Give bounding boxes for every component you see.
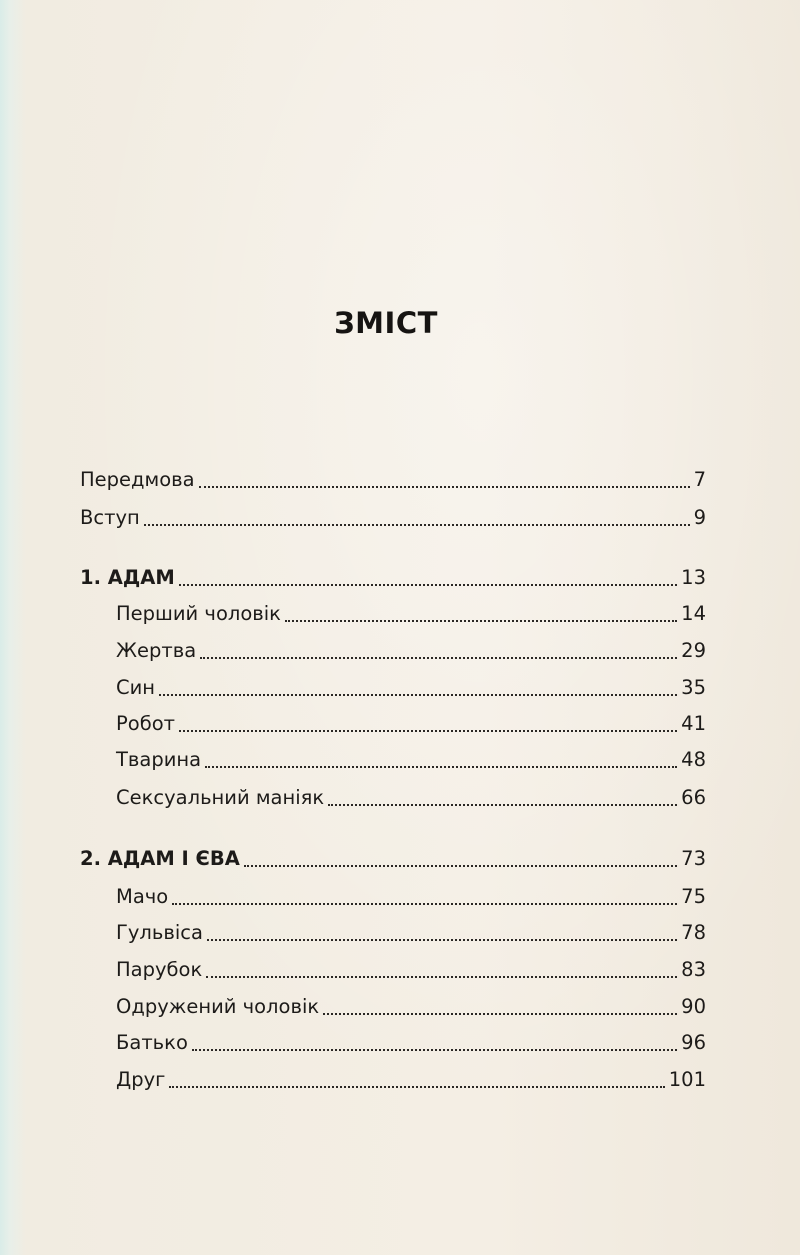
toc-item-label: Мачо	[116, 885, 169, 908]
dot-leader	[207, 938, 677, 941]
toc-item-label: Син	[116, 676, 156, 699]
toc-entry-introduction	[80, 501, 706, 535]
toc-item-label: Сексуальний маніяк	[116, 786, 325, 809]
toc-item-label: Жертва	[116, 639, 197, 662]
toc-entry-page: 9	[693, 506, 706, 529]
dot-leader	[328, 803, 677, 806]
toc-entry-page: 7	[693, 468, 706, 491]
toc-chapter-2	[80, 842, 706, 876]
toc-item	[116, 990, 706, 1024]
toc-item-page: 29	[681, 639, 706, 662]
toc-item-page: 78	[681, 921, 706, 944]
toc-item-page: 48	[681, 748, 706, 771]
toc-entry-preface	[80, 463, 706, 497]
toc-item-label: Одружений чоловік	[116, 995, 320, 1018]
dot-leader	[244, 864, 677, 867]
toc-chapter-label: 1. АДАМ	[80, 566, 175, 589]
toc-item	[116, 707, 706, 741]
dot-leader	[205, 765, 677, 768]
toc-item	[116, 880, 706, 914]
dot-leader	[192, 1048, 677, 1051]
toc-item	[116, 953, 706, 987]
dot-leader	[285, 619, 677, 622]
toc-item-label: Друг	[116, 1068, 166, 1091]
toc-chapter-label: 2. АДАМ І ЄВА	[80, 847, 240, 870]
dot-leader	[323, 1012, 677, 1015]
toc-entry-label: Передмова	[80, 468, 195, 491]
toc-chapter-page: 73	[681, 847, 706, 870]
toc-item-label: Тварина	[116, 748, 202, 771]
dot-leader	[172, 902, 677, 905]
toc-item-label: Перший чоловік	[116, 602, 281, 625]
dot-leader	[179, 583, 677, 586]
page-title: ЗМІСТ	[334, 306, 438, 340]
toc-item	[116, 597, 706, 631]
dot-leader	[169, 1085, 664, 1088]
toc-item	[116, 671, 706, 705]
toc-item	[116, 1063, 706, 1097]
toc-item-page: 35	[681, 676, 706, 699]
toc-item-label: Парубок	[116, 958, 203, 981]
toc-item-page: 14	[681, 602, 706, 625]
toc-chapter-1	[80, 561, 706, 595]
dot-leader	[200, 656, 677, 659]
dot-leader	[199, 485, 690, 488]
toc-item-page: 41	[681, 712, 706, 735]
toc-item	[116, 1026, 706, 1060]
toc-item-page: 101	[668, 1068, 706, 1091]
toc-item-label: Гульвіса	[116, 921, 203, 944]
toc-item-page: 66	[681, 786, 706, 809]
toc-chapter-page: 13	[681, 566, 706, 589]
toc-item	[116, 743, 706, 777]
toc-item-page: 75	[681, 885, 706, 908]
toc-item-page: 90	[681, 995, 706, 1018]
dot-leader	[179, 729, 677, 732]
toc-item-page: 83	[681, 958, 706, 981]
toc-item-page: 96	[681, 1031, 706, 1054]
dot-leader	[206, 975, 677, 978]
dot-leader	[159, 693, 677, 696]
toc-item	[116, 634, 706, 668]
toc-item-label: Батько	[116, 1031, 188, 1054]
toc-item	[116, 916, 706, 950]
toc-entry-label: Вступ	[80, 506, 140, 529]
toc-item	[116, 781, 706, 815]
dot-leader	[144, 523, 690, 526]
toc-item-label: Робот	[116, 712, 176, 735]
